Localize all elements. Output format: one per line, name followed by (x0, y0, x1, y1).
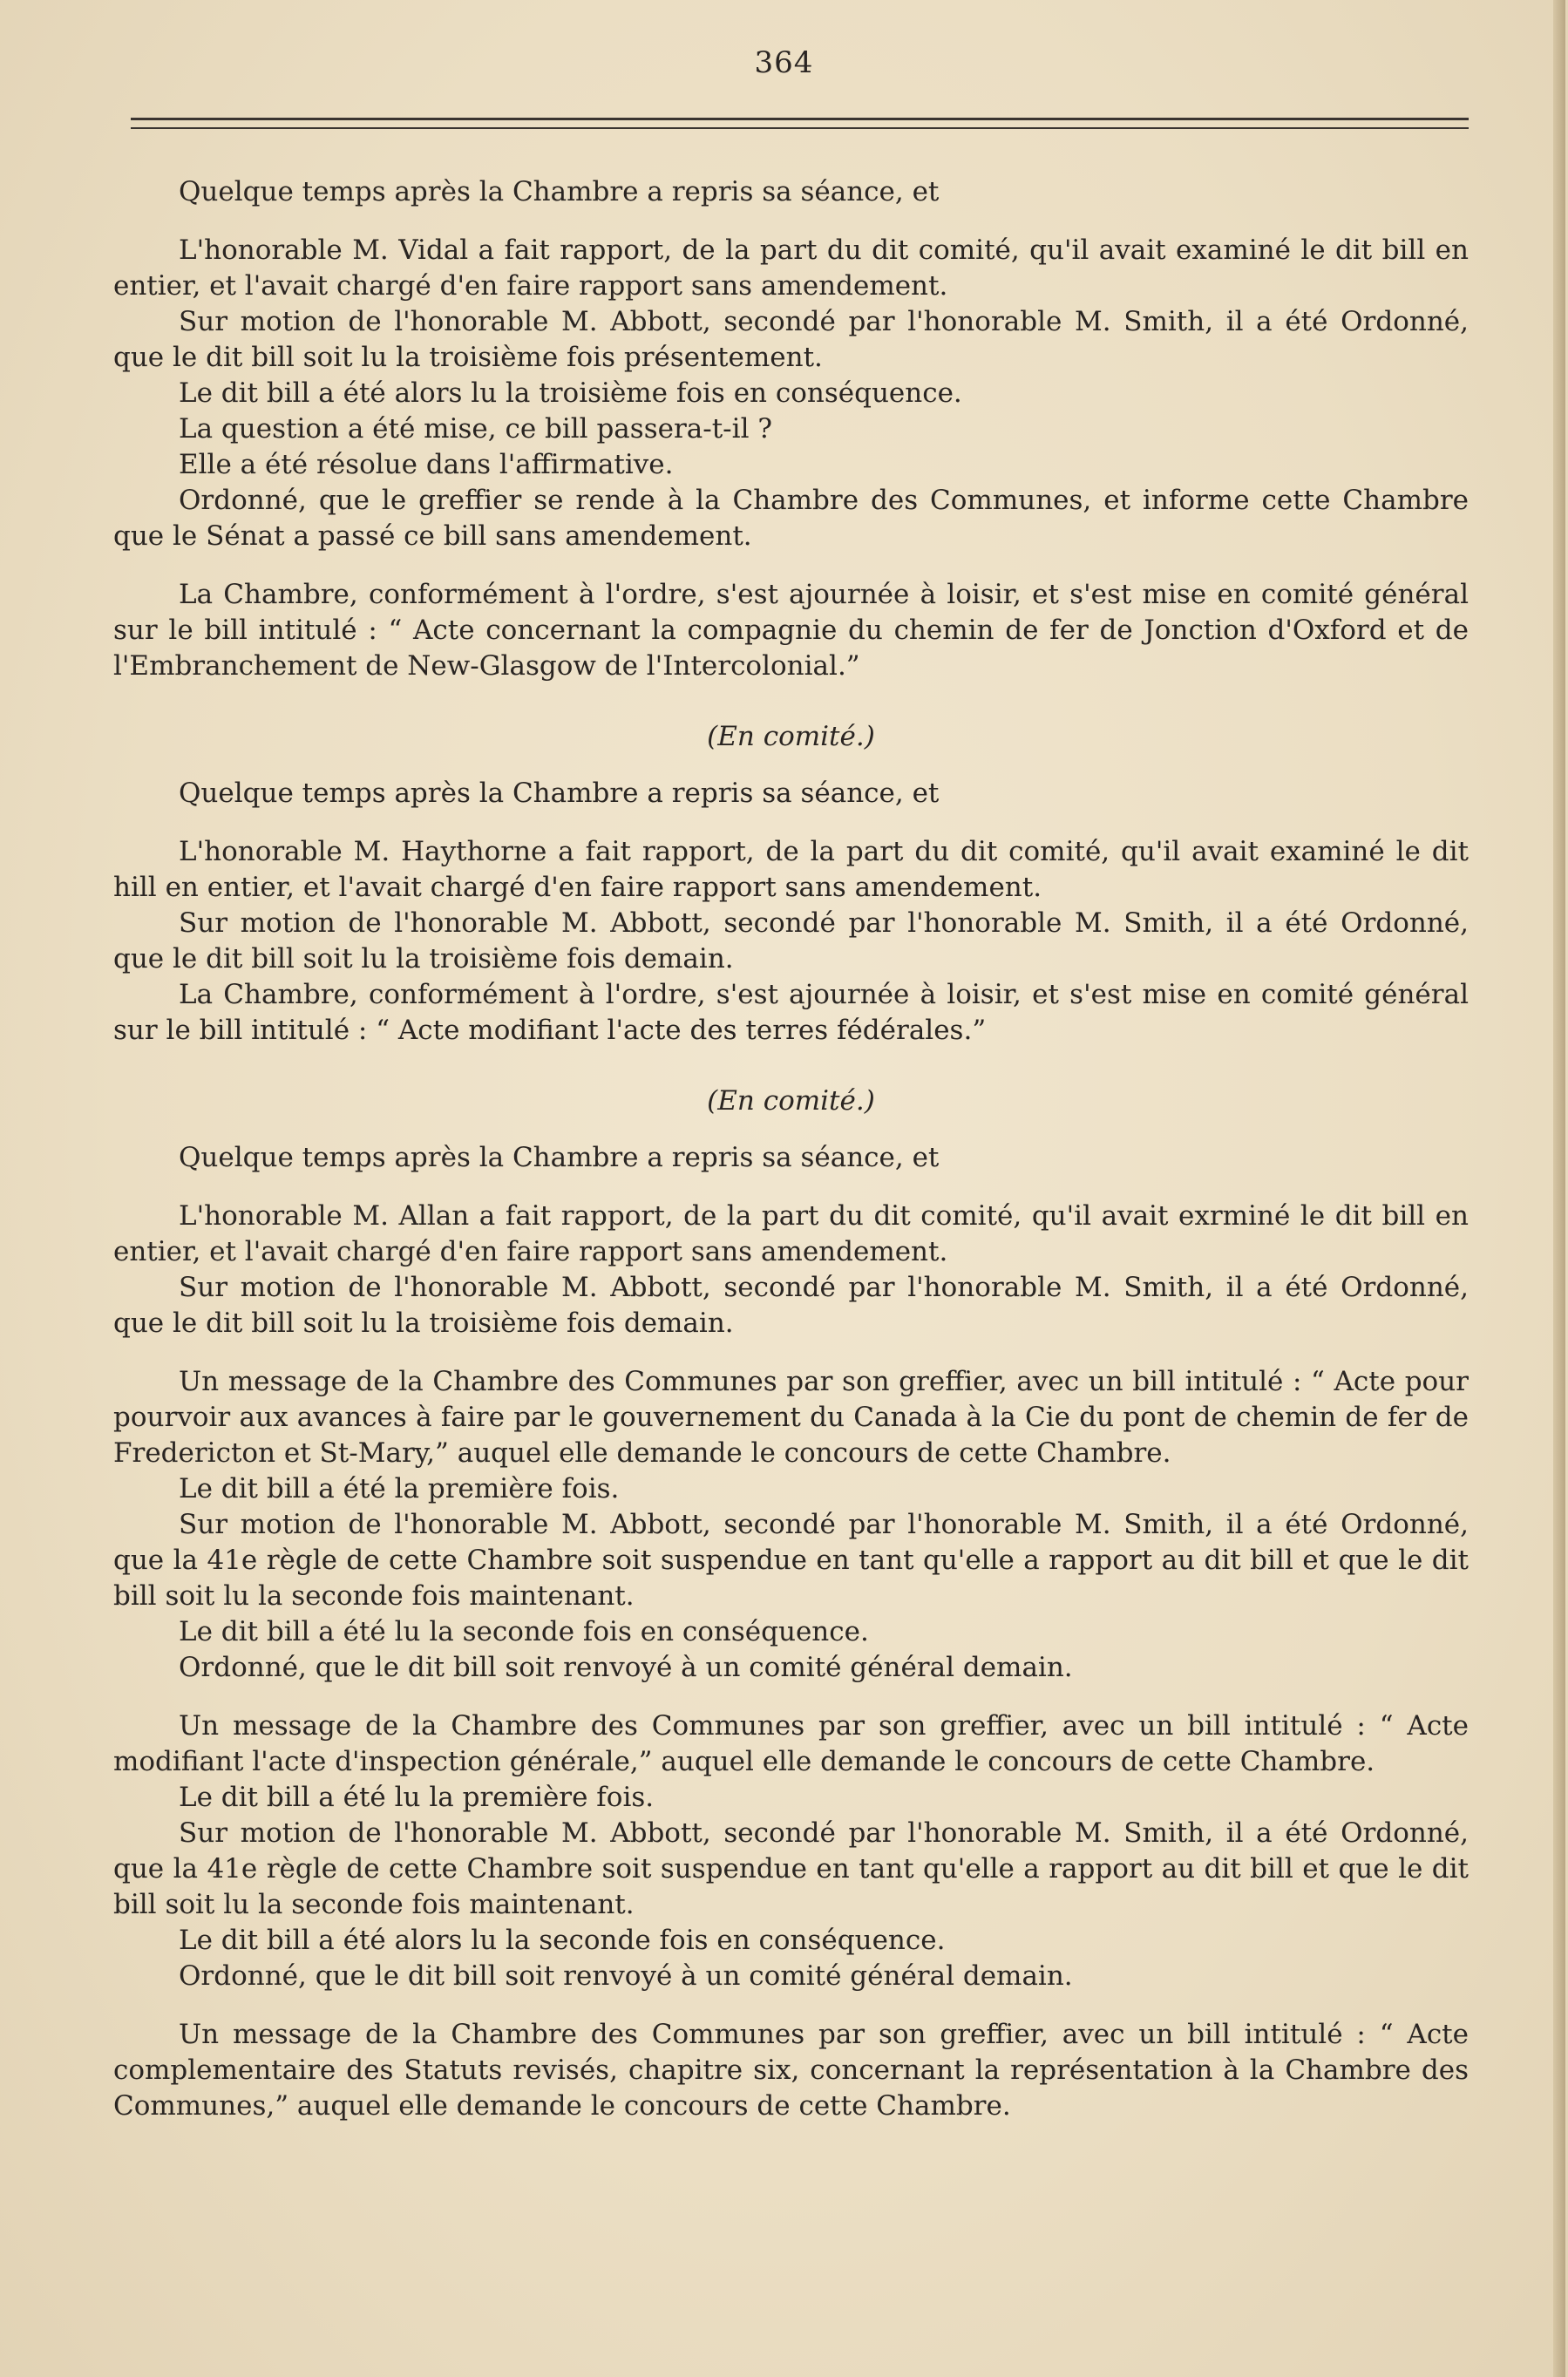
paragraph: La Chambre, conformément à l'ordre, s'est ajournée à loisir, et s'est mise en comité général sur le bill intitulé : “ Acte concernant la compagnie du chemin de fer de Jonction d'Oxford et de l'Embranchement de New-Glasgow de l'Intercolonial.” (113, 579, 1469, 682)
paragraph: Ordonné, que le dit bill soit renvoyé à un comité général demain. (179, 1652, 1073, 1683)
paragraph: Ordonné, que le dit bill soit renvoyé à un comité général demain. (179, 1960, 1073, 1992)
paragraph: Le dit bill a été la première fois. (179, 1473, 620, 1504)
paragraph: Un message de la Chambre des Communes par son greffier, avec un bill intitulé : “ Acte complementaire des Statuts revisés, chapitre six, concernant la représentation à la Chambre des Communes,” auquel elle demande le concours de cette Chambre. (113, 2019, 1469, 2122)
paragraph: La Chambre, conformément à l'ordre, s'est ajournée à loisir, et s'est mise en comité général sur le bill intitulé : “ Acte modifiant l'acte des terres fédérales.” (113, 979, 1469, 1046)
section-heading: (En comité.) (707, 721, 875, 752)
paragraph: Le dit bill a été lu la seconde fois en conséquence. (179, 1616, 869, 1647)
paragraph: Le dit bill a été alors lu la troisième fois en conséquence. (179, 377, 962, 409)
paragraph: L'honorable M. Allan a fait rapport, de la part du dit comité, qu'il avait exrminé le dit bill en entier, et l'avait chargé d'en faire rapport sans amendement. (113, 1200, 1469, 1267)
paragraph: Sur motion de l'honorable M. Abbott, secondé par l'honorable M. Smith, il a été Ordonné, que le dit bill soit lu la troisième fois demain. (113, 907, 1469, 975)
page-edge (1553, 0, 1565, 2377)
paragraph: Le dit bill a été alors lu la seconde fois en conséquence. (179, 1925, 946, 1956)
section-heading: (En comité.) (707, 1085, 875, 1117)
page-body (113, 174, 1469, 2124)
paragraph: Quelque temps après la Chambre a repris sa séance, et (179, 1142, 940, 1173)
paragraph: L'honorable M. Haythorne a fait rapport, de la part du dit comité, qu'il avait examiné le dit hill en entier, et l'avait chargé d'en faire rapport sans amendement. (113, 836, 1469, 903)
paragraph: Sur motion de l'honorable M. Abbott, secondé par l'honorable M. Smith, il a été Ordonné, que la 41e règle de cette Chambre soit suspendue en tant qu'elle a rapport au dit bill et que le dit bill soit lu la seconde fois maintenant. (113, 1817, 1469, 1920)
paragraph: Ordonné, que le greffier se rende à la Chambre des Communes, et informe cette Chambre que le Sénat a passé ce bill sans amendement. (113, 485, 1469, 552)
paragraph: L'honorable M. Vidal a fait rapport, de la part du dit comité, qu'il avait examiné le dit bill en entier, et l'avait chargé d'en faire rapport sans amendement. (113, 234, 1469, 302)
paragraph: Un message de la Chambre des Communes par son greffier, avec un bill intitulé : “ Acte pour pourvoir aux avances à faire par le gouvernement du Canada à la Cie du pont de chemin de fer de Fredericton et St-Mary,” auquel elle demande le concours de cette Chambre. (113, 1366, 1469, 1469)
paragraph: La question a été mise, ce bill passera-t-il ? (179, 413, 772, 445)
paragraph: Un message de la Chambre des Communes par son greffier, avec un bill intitulé : “ Acte modifiant l'acte d'inspection générale,” auquel elle demande le concours de cette Chambre. (113, 1710, 1469, 1777)
paragraph: Elle a été résolue dans l'affirmative. (179, 449, 674, 480)
page-number: 364 (754, 45, 814, 80)
paragraph: Sur motion de l'honorable M. Abbott, secondé par l'honorable M. Smith, il a été Ordonné, que la 41e règle de cette Chambre soit suspendue en tant qu'elle a rapport au dit bill et que le dit bill soit lu la seconde fois maintenant. (113, 1509, 1469, 1612)
paragraph: Quelque temps après la Chambre a repris sa séance, et (179, 778, 940, 809)
paragraph: Sur motion de l'honorable M. Abbott, secondé par l'honorable M. Smith, il a été Ordonné, que le dit bill soit lu la troisième fois présentement. (113, 306, 1469, 373)
header-rule (131, 118, 1469, 120)
paragraph: Quelque temps après la Chambre a repris sa séance, et (179, 176, 940, 207)
paragraph: Sur motion de l'honorable M. Abbott, secondé par l'honorable M. Smith, il a été Ordonné, que le dit bill soit lu la troisième fois demain. (113, 1272, 1469, 1339)
paragraph: Le dit bill a été lu la première fois. (179, 1782, 655, 1813)
header-rule-secondary (131, 127, 1469, 129)
